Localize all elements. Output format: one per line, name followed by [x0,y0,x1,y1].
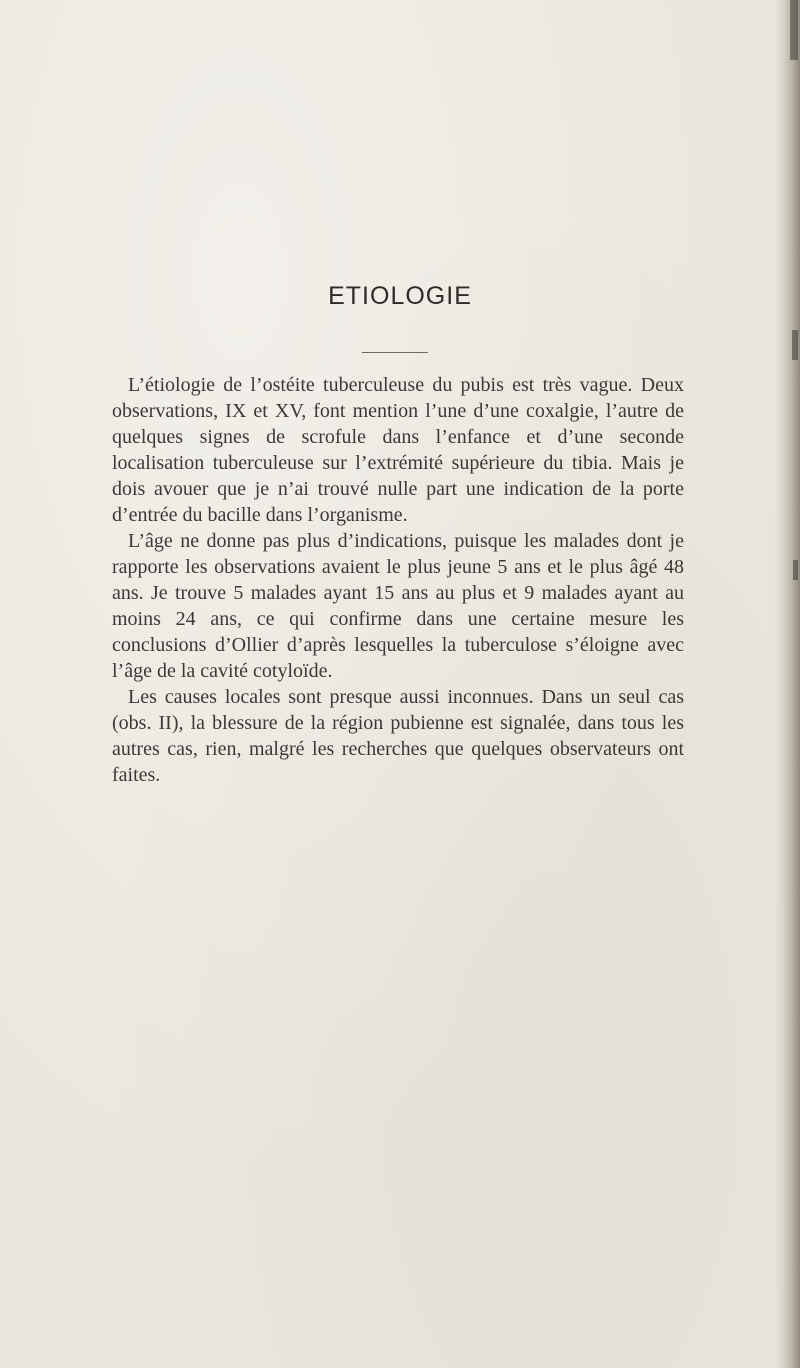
paragraph: Les causes locales sont presque aussi inconnues. Dans un seul cas (obs. II), la blessure de la région pubienne est signalée, dans tous les autres cas, rien, malgré les recherches que quelques observateurs ont faites. [112,686,684,786]
body-text [112,372,684,788]
edge-mark [792,330,798,360]
edge-mark [790,0,798,60]
page-title: ETIOLOGIE [328,282,472,310]
paragraph: L’étiologie de l’ostéite tuberculeuse du pubis est très vague. Deux observations, IX et XV, font mention l’une d’une coxalgie, l’autre de quelques signes de scrofule dans l’enfance et d’une seconde localisation tuberculeuse sur l’extrémité supérieure du tibia. Mais je dois avouer que je n’ai trouvé nulle part une indication de la porte d’entrée du bacille dans l’organisme. [112,374,684,526]
edge-mark [793,560,798,580]
page-edge-shadow [774,0,800,1368]
title-divider [362,352,428,353]
paragraph: L’âge ne donne pas plus d’indications, puisque les malades dont je rapporte les observations avaient le plus jeune 5 ans et le plus âgé 48 ans. Je trouve 5 malades ayant 15 ans au plus et 9 malades ayant au moins 24 ans, ce qui confirme dans une certaine mesure les conclusions d’Ollier d’après lesquelles la tuberculose s’éloigne avec l’âge de la cavité cotyloïde. [112,530,684,682]
